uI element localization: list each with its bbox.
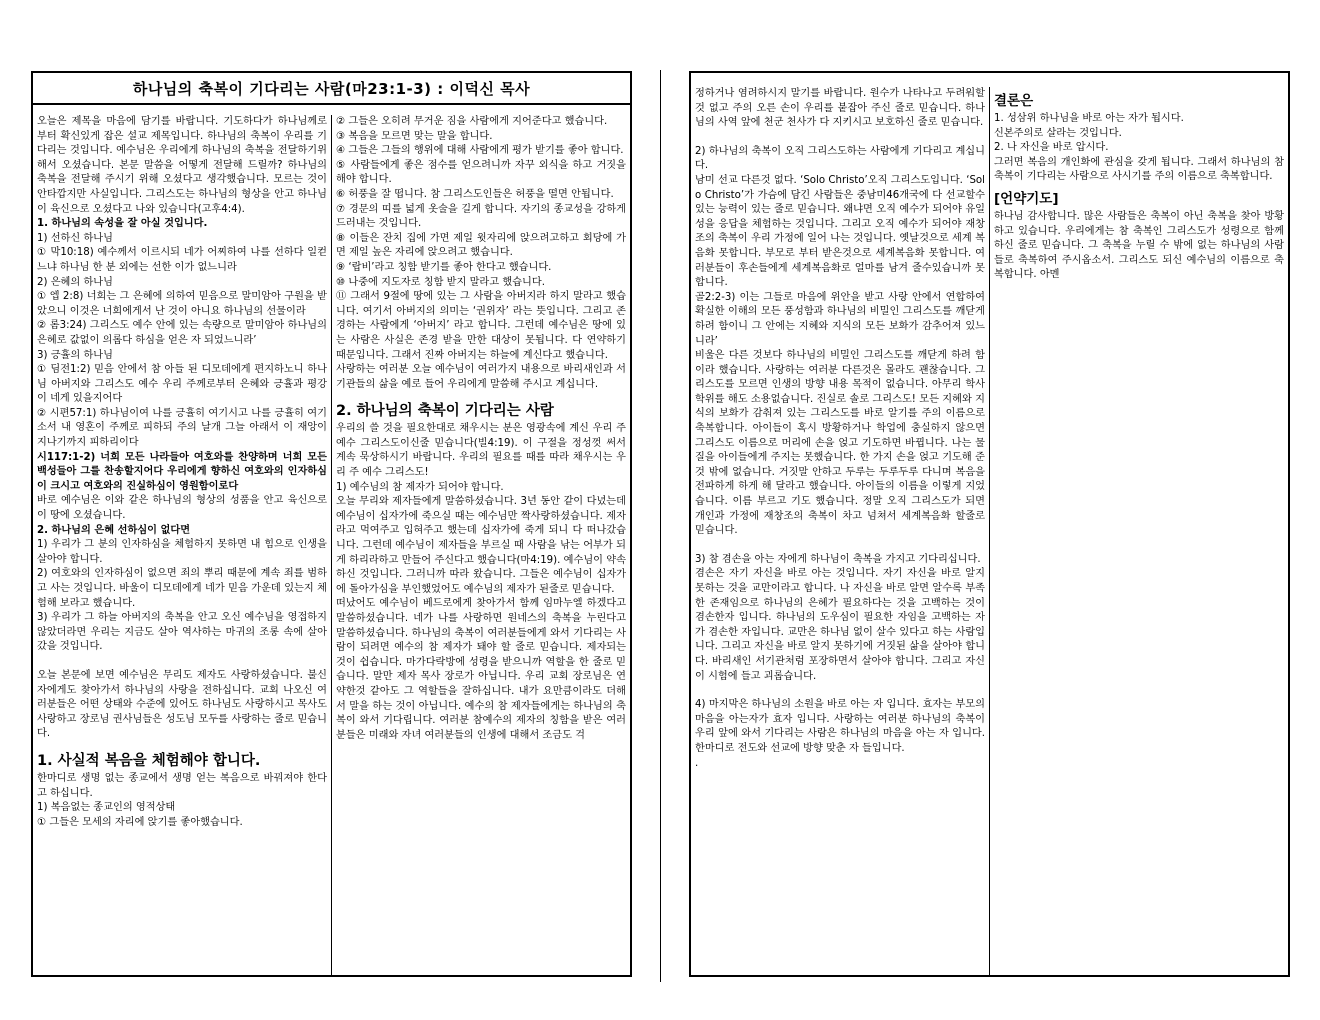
paragraph: 바로 예수님은 이와 같은 하나님의 형상의 성품을 안고 육신으로 이 땅에 오셨습니다. xyxy=(37,495,327,522)
paragraph: 2) 하나님의 축복이 오직 그리스도하는 사람에게 기다리고 계십니다. xyxy=(695,145,985,172)
paragraph: ⑩ 나중에 지도자로 칭함 받지 말라고 했습니다. xyxy=(336,276,545,288)
paragraph: 우리의 쓸 것을 필요한대로 채우시는 분은 영광속에 계신 우리 주 예수 그리스도이신줄 믿습니다(빌4:19). 이 구절을 정성껏 써서 계속 묵상하시기 바랍니다. 우리의 필요를 때를 따라 채우시는 우리 주 예수 그리스도! xyxy=(336,423,626,479)
paragraph: 3) 참 겸손을 아는 자에게 하나님이 축복을 가지고 기다리십니다. xyxy=(695,553,981,565)
paragraph: 오늘 본문에 보면 예수님은 무리도 제자도 사랑하셨습니다. 불신자에게도 찾아가서 하나님의 사랑을 전하십니다. 교회 나오신 여러분들은 어떤 상태와 수준에 있어도 하나님도 사랑하시고 목사도 사랑하고 장로님 권사님들은 성도님 모두를 사랑하는 줄로 믿습니다. xyxy=(37,669,327,740)
paragraph: 2. 나 자신을 바로 압시다. xyxy=(994,142,1109,154)
page-title: 하나님의 축복이 기다리는 사람(마23:1-3) : 이덕신 목사 xyxy=(33,73,630,105)
paragraph: 2) 은혜의 하나님 xyxy=(37,276,113,288)
paragraph: ① 막10:18) 예수께서 이르시되 네가 어찌하여 나를 선하다 일컫느냐 하나님 한 분 외에는 선한 이가 없느니라 xyxy=(37,247,327,273)
left-column-1 xyxy=(33,115,331,975)
left-page xyxy=(31,71,632,977)
paragraph: 하나님 감사합니다. 많은 사람들은 축복이 아닌 축복을 찾아 방황하고 있습니다. 우리에게는 참 축복인 그리스도가 성령으로 함께 하신 줄로 믿습니다. 그 축복을 누릴 수 밖에 없는 하나님의 사람들로 축복하여 주시옵소서. 그리스도 되신 예수님의 이름으로 축복합니다. 아멘 xyxy=(994,210,1284,281)
paragraph: ⑦ 경문의 띠를 넓게 옷술을 길게 합니다. 자기의 종교성을 강하게 드러내는 것입니다. xyxy=(336,203,626,230)
right-column-2 xyxy=(989,87,1288,975)
section-heading: 결론은 xyxy=(994,93,1034,109)
paragraph: 1) 우리가 그 분의 인자하심을 체험하지 못하면 내 힘으로 인생을 살아야 합니다. xyxy=(37,539,327,565)
paragraph: 사랑하는 여러분 오늘 예수님이 여러가지 내용으로 바리새인과 서기관들의 삶을 예로 들어 우리에게 말씀해 주시고 계십니다. xyxy=(336,364,626,390)
paragraph: 2. 하나님의 은혜 선하심이 없다면 xyxy=(37,524,191,536)
paragraph: ⑪ 그래서 9절에 땅에 있는 그 사람을 아버지라 하지 말라고 했습니다. 여기서 아버지의 의미는 ‘권위자’ 라는 뜻입니다. 그리고 존경하는 사람에게 ‘아버지’ 라고 합니다. 그런데 예수님은 땅에 있는 사람은 사실은 존경 받을 만한 대상이 못됩니다. 다 연약하기 때문입니다. 그래서 진짜 아버지는 하늘에 계신다고 했습니다. xyxy=(336,291,626,361)
paragraph: 정하거나 염려하시지 말기를 바랍니다. 원수가 나타나고 두려워할 것 없고 주의 오른 손이 우리를 붙잡아 주신 줄로 믿습니다. 하나님의 사역 앞에 천군 천사가 다 지키시고 보호하신 줄로 믿습니다. xyxy=(695,88,985,129)
paragraph: ⑤ 사람들에게 좋은 점수를 얻으려니까 자꾸 외식을 하고 거짓을 해야 합니다. xyxy=(336,159,626,186)
paragraph: ② 시편57:1) 하나님이여 나를 긍휼히 여기시고 나를 긍휼히 여기소서 내 영혼이 주께로 피하되 주의 날개 그늘 아래서 이 재앙이 지나기까지 피하리이다 xyxy=(37,407,327,449)
paragraph: ⑥ 허풍을 잘 떱니다. 참 그리스도인들은 허풍을 떨면 안됩니다. xyxy=(336,188,614,200)
paragraph: 시117:1-2) 너희 모든 나라들아 여호와를 찬양하며 너희 모든 백성들아 그를 찬송할지어다 우리에게 향하신 여호와의 인자하심이 크시고 여호와의 진실하심이 영원함이로다 xyxy=(37,451,327,492)
paragraph: 1) 선하신 하나님 xyxy=(37,232,113,244)
paragraph: 1. 하나님의 속성을 잘 아실 것입니다. xyxy=(37,218,208,230)
paragraph: 오늘은 제목을 마음에 담기를 바랍니다. 기도하다가 하나님께로 부터 확신있게 잡은 설교 제목입니다. 하나님의 축복이 우리를 기다리는 것입니다. 예수님은 우리에게 하나님의 축복을 전달하기위해서 오셨습니다. 본문 말씀을 어떻게 전달해 드릴까? 하나님의 축복을 전달해 주시기 위해 오셨다고 생각했습니다. 모르는 것이 안타깝지만 사실입니다. 그리스도는 하나님의 형상을 안고 하나님이 육신으로 오셨다고 나와 있습니다(고후4:4). xyxy=(37,116,327,215)
right-column-1 xyxy=(691,87,989,975)
paragraph: ⑨ ‘랍비’라고 칭함 받기를 좋아 한다고 했습니다. xyxy=(336,261,552,273)
paragraph: ① 엡 2:8) 너희는 그 은혜에 의하여 믿음으로 말미암아 구원을 받았으니 이것은 너희에게서 난 것이 아니요 하나님의 선물이라 xyxy=(37,291,327,317)
paragraph: 겸손은 자기 자신을 바로 아는 것입니다. 자기 자신을 바로 알지 못하는 것을 교만이라고 합니다. 나 자신을 바로 알면 알수록 부족한 존재임으로 하나님의 은혜가 필요하다는 것을 고백하는 것이 겸손한자 입니다. 하나님의 도우심이 필요한 자임을 고백하는 자가 겸손한 자입니다. 교만은 하나님 없이 살수 있다고 하는 사람입니다. 그리고 자신을 바로 알지 못하기에 거짓된 삶을 살아야 합니다. 바리새인 서기관처럼 포장하면서 살아야 합니다. 그리고 자신이 시험에 들고 괴롭습니다. xyxy=(695,568,985,682)
paragraph: 오늘 무리와 제자들에게 말씀하셨습니다. 3년 동안 같이 다녔는데 예수님이 십자가에 죽으실 때는 예수님만 짝사랑하셨습니다. 제자라고 먹여주고 입혀주고 했는데 십자가에 죽게 되니 다 떠나갔습니다. 그런데 예수님이 제자들을 부르실 때 사람을 낚는 어부가 되게 하리라하고 만들어 주신다고 했습니다(마4:19). 예수님이 약속하신 것입니다. 그러니까 따라 왔습니다. 그들은 예수님이 십자가에 돌아가심을 부인했었어도 예수님의 제자가 된줄로 믿습니다. xyxy=(336,496,626,595)
paragraph: 남미 선교 다른것 없다. ‘Solo Christo’오직 그리스도입니다. ‘Solo Christo’가 가슴에 담긴 사람들은 중남미46개국에 다 선교할수 있는 능력이 있는 줄로 믿습니다. 왜냐면 오직 예수가 되어야 유일성을 응답을 체험하는 것입니다. 그리고 오직 예수가 되어야 재창조의 축복이 우리 가정에 일어 나는 것입니다. 옛날것으로 세계 복음화 못합니다. 부모로 부터 받은것으로 세계복음화 못합니다. 여러분들이 후손들에게 세계복음화로 얼마를 남겨 줄수있습니까 못합니다. xyxy=(695,174,985,289)
right-page-columns xyxy=(691,87,1288,975)
paragraph: ② 롬3:24) 그리스도 예수 안에 있는 속량으로 말미암아 하나님의 은혜로 값없이 의롭다 하심을 얻은 자 되었느니라’ xyxy=(37,320,327,346)
paragraph: 한마디로 생명 없는 종교에서 생명 얻는 복음으로 바꿔져야 한다고 하십니다. xyxy=(37,772,327,799)
paragraph: . xyxy=(695,757,699,769)
paragraph: ① 딤전1:2) 믿음 안에서 참 아들 된 디모데에게 편지하노니 하나님 아버지와 그리스도 예수 우리 주께로부터 은혜와 긍휼과 평강이 네게 있을지어다 xyxy=(37,364,327,405)
section-heading: [언약기도] xyxy=(994,190,1059,207)
paragraph: 1) 복음없는 종교인의 영적상태 xyxy=(37,802,176,814)
section-heading: 2. 하나님의 축복이 기다리는 사람 xyxy=(336,403,554,420)
paragraph: 3) 우리가 그 하늘 아버지의 축복을 안고 오신 예수님을 영접하지 않았더라면 우리는 지금도 살아 역사하는 마귀의 조롱 속에 살아갔을 것입니다. xyxy=(37,612,327,653)
paragraph: ③ 복음을 모르면 맞는 말을 합니다. xyxy=(336,130,493,142)
left-column-2 xyxy=(331,115,630,975)
paragraph: 비울은 다른 것보다 하나님의 비밀인 그리스도를 깨닫게 하려 함이라 했습니다. 사랑하는 여러분 다른것은 몰라도 괜찮습니다. 그리스도를 모르면 인생의 방향 내용 목적이 없습니다. 아무리 학사학위를 해도 소용없습니다. 진실로 솔로 그리스도! 모든 지혜와 지식의 보화가 감춰져 있는 그리스도를 바로 알기를 주의 이름으로 축복합니다. 아이들이 혹시 방황하거나 학업에 충실하지 않으면 그리스도 이름으로 머리에 손을 얹고 기도하면 바뀝니다. 나는 물질을 아이들에게 주지는 못했습니다. 한 가지 손을 얹고 기도해 준것 밖에 없습니다. 거짓말 안하고 두루는 두루두루 다니며 복음을 전파하게 하게 해 달라고 했습니다. 아이들의 이름을 이렇게 지었습니다. 이름 부르고 기도 했습니다. 정말 오직 그리스도가 되면 개인과 가정에 재창조의 축복이 차고 넘쳐서 세계복음화 할줄로 믿습니다. xyxy=(695,350,985,537)
paragraph: ⑧ 이들은 잔치 집에 가면 제일 윗자리에 앉으려고하고 회당에 가면 제일 높은 자리에 앉으려고 했습니다. xyxy=(336,232,626,259)
paragraph: ① 그들은 모세의 자리에 앉기를 좋아했습니다. xyxy=(37,816,243,828)
paragraph: 4) 마지막은 하나님의 소원을 바로 아는 자 입니다. 효자는 부모의 마음을 아는자가 효자 입니다. 사랑하는 여러분 하나님의 축복이 우리 앞에 와서 기다리는 사람은 하나님의 마음을 아는 자 입니다. 한마디로 전도와 선교에 방향 맞춘 자 들입니다. xyxy=(695,699,985,754)
left-page-columns xyxy=(33,115,630,975)
paragraph: 1. 성삼위 하나님을 바로 아는 자가 됩시다. xyxy=(994,113,1184,124)
right-page xyxy=(689,71,1290,977)
paragraph: 1) 예수님의 참 제자가 되어야 합니다. xyxy=(336,481,504,493)
section-heading: 1. 사실적 복음을 체험해야 합니다. xyxy=(37,752,261,769)
paragraph: 2) 여호와의 인자하심이 없으면 죄의 뿌리 때문에 계속 죄를 범하고 사는 것입니다. 바울이 디모데에게 네가 믿음 가운데 있는지 체험해 보라고 했습니다. xyxy=(37,568,327,609)
paragraph: ④ 그들은 그들의 행위에 대해 사람에게 평가 받기를 좋아 합니다. xyxy=(336,145,624,157)
paragraph: 떠났어도 예수님이 베드로에게 찾아가서 함께 임마누엘 하겠다고 말씀하셨습니다. 네가 나를 사랑하면 원네스의 축복을 누린다고 말씀하셨습니다. 하나님의 축복이 여러분들에게 와서 기다리는 사람이 되려면 예수의 참 제자가 돼야 할 줄로 믿습니다. 제자되는 것이 쉽습니다. 마가다락방에 성령을 받으니까 역할을 한 줄로 믿습니다. 말만 제자 목사 장로가 아닙니다. 우리 교회 장로님은 연약한것 같아도 그 역할들을 잘하십니다. 내가 요만큼이라도 더해서 말을 하는 것이 아닙니다. 예수의 참 제자들에게는 하나님의 축복이 와서 기다립니다. 여러분 참예수의 제자의 칭함을 받은 여러분들은 미래와 자녀 여러분들의 인생에 대해서 조금도 걱 xyxy=(336,598,626,741)
paragraph: 그러면 복음의 개인화에 관심을 갖게 됩니다. 그래서 하나님의 참 축복이 기다리는 사람으로 사시기를 주의 이름으로 축복합니다. xyxy=(994,156,1284,183)
center-divider xyxy=(660,70,661,982)
paragraph: 신본주의로 살라는 것입니다. xyxy=(994,127,1122,139)
paragraph: 골2:2-3) 이는 그들로 마음에 위안을 받고 사랑 안에서 연합하여 확실한 이해의 모든 풍성함과 하나님의 비밀인 그리스도를 깨닫게 하려 함이니 그 안에는 지혜와 지식의 모든 보화가 감추어져 있느니라’ xyxy=(695,291,985,347)
paragraph: ② 그들은 오히려 무거운 짐을 사람에게 지어준다고 했습니다. xyxy=(336,116,608,127)
paragraph: 3) 긍휼의 하나님 xyxy=(37,349,113,361)
